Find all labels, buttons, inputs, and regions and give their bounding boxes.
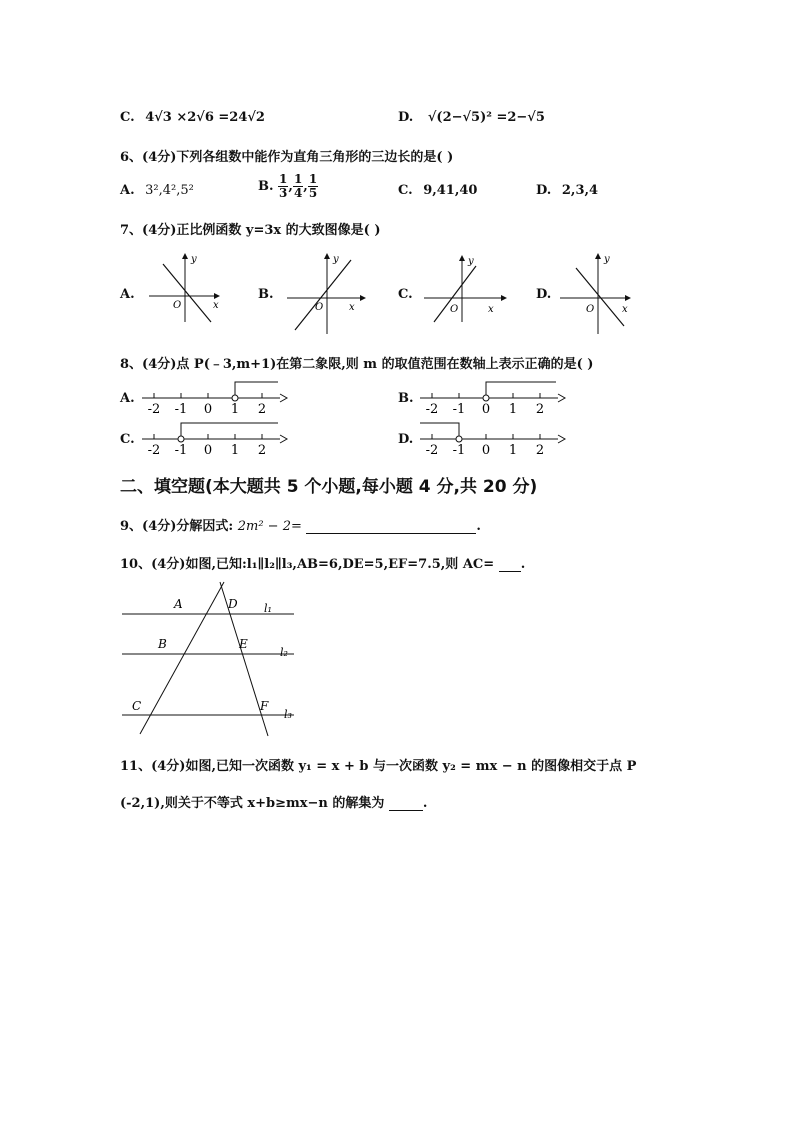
numberline-range	[486, 382, 556, 395]
q6-option-d-value: 2,3,4	[561, 183, 599, 198]
q5-option-d-label: D.	[398, 110, 414, 125]
q11-text-2: (-2,1),则关于不等式 x+b≥mx−n 的解集为	[120, 796, 385, 811]
q8-option-c-label: C.	[120, 432, 135, 447]
q10-answer-blank[interactable]	[499, 557, 521, 572]
section-2-title: 二、填空题(本大题共 5 个小题,每小题 4 分,共 20 分)	[120, 477, 538, 497]
point-d-label: D	[228, 597, 238, 611]
numberline-tick-label: 0	[481, 443, 491, 457]
q8-numberline-d	[418, 419, 568, 457]
numberline-tick-label: 1	[508, 443, 518, 457]
point-e-label: E	[239, 637, 248, 651]
q6-option-d	[536, 183, 598, 198]
q6-frac-2: $\frac{1}{4}$	[293, 172, 303, 200]
q10-question: 10、(4分)如图,已知:l₁∥l₂∥l₃,AB=6,DE=5,EF=7.5,则 AC= .	[120, 557, 526, 572]
q10-figure	[118, 580, 308, 738]
numberline-tick-label: -1	[452, 402, 466, 416]
numberline-tick-label: 1	[230, 443, 240, 457]
q8-numberline-c	[140, 419, 290, 457]
q8-option-a-label: A.	[120, 391, 135, 406]
q7-graph-a	[145, 250, 225, 325]
point-c-label: C	[132, 699, 142, 713]
numberline-tick-label: -2	[147, 443, 161, 457]
q7-graph-c	[422, 252, 512, 324]
q9-question: 9、(4分)分解因式: 2m² − 2= .	[120, 519, 481, 534]
numberline-arrow	[558, 394, 565, 402]
q5-option-c-label: C.	[120, 110, 135, 125]
q6-option-a	[120, 183, 194, 198]
q7-a-origin: O	[173, 300, 182, 311]
numberline-range	[420, 423, 459, 436]
numberline-tick-label: 2	[257, 402, 267, 416]
q7-d-origin: O	[586, 304, 595, 315]
q8-question: 8、(4分)点 P(﹣3,m+1)在第二象限,则 m 的取值范围在数轴上表示正确的是( )	[120, 357, 594, 372]
numberline-tick-label: 1	[230, 402, 240, 416]
q7-option-d-label: D.	[536, 287, 552, 302]
q5-option-d-expr: √(2−√5)² =2−√5	[427, 110, 545, 125]
q7-b-y-label: y	[333, 254, 339, 265]
numberline-arrow	[280, 435, 287, 443]
q6-option-d-label: D.	[536, 183, 552, 198]
q11-question-line2: (-2,1),则关于不等式 x+b≥mx−n 的解集为 .	[120, 796, 428, 811]
numberline-tick-label: 1	[508, 402, 518, 416]
numberline-tick-label: 2	[257, 443, 267, 457]
q6-option-c	[398, 183, 477, 198]
l3-label: l₃	[284, 708, 292, 721]
numberline-tick-label: 0	[203, 402, 213, 416]
q11-question-line1: 11、(4分)如图,已知一次函数 y₁ = x + b 与一次函数 y₂ = mx − n 的图像相交于点 P	[120, 759, 637, 774]
numberline-range	[181, 423, 278, 436]
q7-c-x-label: x	[488, 304, 494, 315]
q6-option-b: B. $\frac{1}{3}$ , $\frac{1}{4}$ , $\frac{1}{5}$	[258, 172, 318, 200]
q10-text: 10、(4分)如图,已知:l₁∥l₂∥l₃,AB=6,DE=5,EF=7.5,则 AC=	[120, 557, 495, 572]
q7-a-y-label: y	[191, 254, 197, 265]
numberline-tick-label: -2	[147, 402, 161, 416]
q8-numberline-b	[418, 378, 568, 416]
q9-text: 9、(4分)分解因式:	[120, 519, 234, 534]
numberline-tick-label: -2	[425, 443, 439, 457]
q6-option-a-label: A.	[120, 183, 135, 198]
numberline-tick-label: -1	[452, 443, 466, 457]
l2-label: l₂	[280, 646, 288, 659]
q5-option-c	[120, 110, 265, 125]
q7-d-y-label: y	[604, 254, 610, 265]
point-f-label: F	[260, 699, 269, 713]
numberline-tick-label: 2	[535, 402, 545, 416]
q6-option-c-label: C.	[398, 183, 413, 198]
q8-numberline-a	[140, 378, 290, 416]
q7-question: 7、(4分)正比例函数 y=3x 的大致图像是( )	[120, 223, 381, 238]
q6-option-a-value: 3²,4²,5²	[145, 183, 194, 198]
q7-option-b-label: B.	[258, 287, 274, 302]
q7-b-x-label: x	[349, 302, 355, 313]
q6-option-c-value: 9,41,40	[423, 183, 478, 198]
numberline-tick-label: 0	[481, 402, 491, 416]
q7-graph-d	[558, 250, 638, 335]
q6-frac-1: $\frac{1}{3}$	[279, 172, 288, 200]
numberline-open-point	[483, 395, 489, 401]
numberline-open-point	[178, 436, 184, 442]
q6-frac-3: $\frac{1}{5}$	[308, 172, 318, 200]
q11-answer-blank[interactable]	[389, 796, 423, 811]
q7-a-x-label: x	[213, 300, 219, 311]
numberline-tick-label: -2	[425, 402, 439, 416]
numberline-arrow	[280, 394, 287, 402]
point-b-label: B	[158, 637, 167, 651]
q9-expr: 2m² − 2=	[237, 519, 302, 534]
q7-c-origin: O	[450, 304, 459, 315]
q7-graph-b	[283, 250, 373, 335]
q6-question: 6、(4分)下列各组数中能作为直角三角形的三边长的是( )	[120, 150, 454, 165]
q8-option-b-label: B.	[398, 391, 414, 406]
numberline-tick-label: 0	[203, 443, 213, 457]
q8-option-d-label: D.	[398, 432, 414, 447]
numberline-arrow	[558, 435, 565, 443]
q7-option-a-label: A.	[120, 287, 135, 302]
numberline-tick-label: -1	[174, 402, 188, 416]
q7-c-y-label: y	[468, 256, 474, 267]
l1-label: l₁	[264, 602, 272, 615]
q5-option-d	[398, 110, 545, 125]
q7-d-x-label: x	[622, 304, 628, 315]
point-a-label: A	[174, 597, 183, 611]
q5-option-c-expr: 4√3 ×2√6 =24√2	[145, 110, 265, 125]
numberline-tick-label: 2	[535, 443, 545, 457]
q7-b-origin: O	[315, 302, 324, 313]
numberline-range	[235, 382, 278, 395]
numberline-tick-label: -1	[174, 443, 188, 457]
numberline-open-point	[232, 395, 238, 401]
q9-answer-blank[interactable]	[306, 519, 476, 534]
q7-option-c-label: C.	[398, 287, 413, 302]
numberline-open-point	[456, 436, 462, 442]
q6-option-b-label: B.	[258, 179, 274, 194]
